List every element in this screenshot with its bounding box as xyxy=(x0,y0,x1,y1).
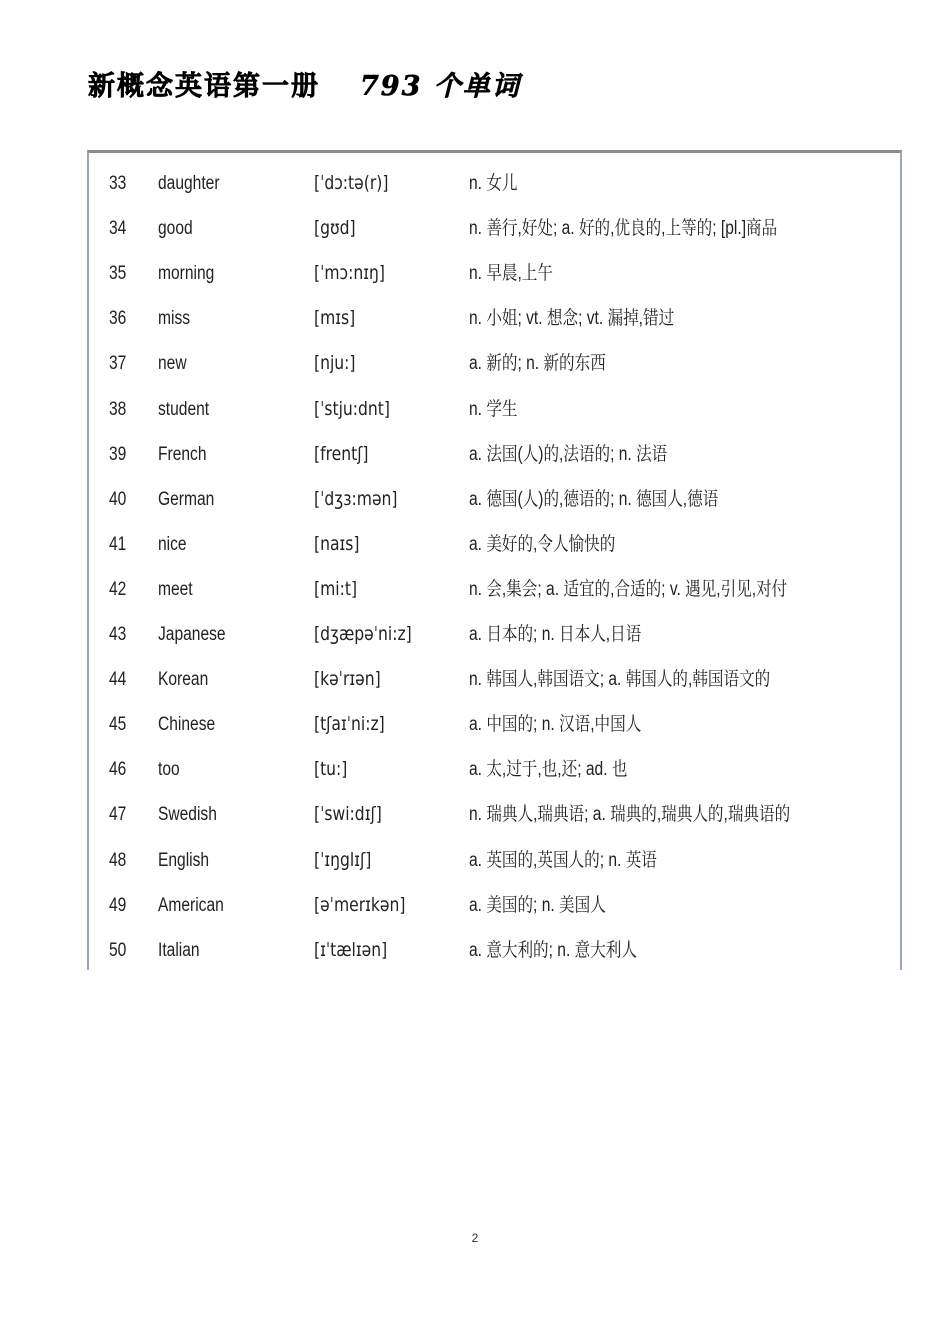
word-phonetic: [ˈswi:dɪʃ] xyxy=(314,803,382,826)
word-number: 34 xyxy=(109,218,127,240)
word-definition: a. 中国的; n. 汉语,中国人 xyxy=(469,714,642,736)
word-number: 46 xyxy=(109,759,127,781)
word-text: student xyxy=(158,398,210,420)
table-row xyxy=(89,928,900,973)
table-row xyxy=(89,432,900,477)
word-text: Korean xyxy=(158,669,209,691)
table-row xyxy=(89,883,900,928)
word-definition: a. 法国(人)的,法语的; n. 法语 xyxy=(469,443,668,465)
word-number: 49 xyxy=(109,894,127,916)
word-definition: a. 美好的,令人愉快的 xyxy=(469,533,616,555)
word-count: 793 个单词 xyxy=(360,71,521,102)
page-title xyxy=(88,64,521,103)
word-definition: a. 新的; n. 新的东西 xyxy=(469,353,606,375)
word-text: English xyxy=(158,849,210,871)
word-definition: n. 善行,好处; a. 好的,优良的,上等的; [pl.]商品 xyxy=(469,218,778,240)
word-number: 40 xyxy=(109,488,127,510)
word-definition: n. 早晨,上午 xyxy=(469,263,553,285)
word-phonetic: [ˈstju:dnt] xyxy=(314,397,390,420)
table-row xyxy=(89,161,900,206)
word-phonetic: [mi:t] xyxy=(314,577,358,600)
word-phonetic: [mɪs] xyxy=(314,307,356,330)
table-row xyxy=(89,251,900,296)
word-phonetic: [əˈmerɪkən] xyxy=(314,893,406,916)
table-row xyxy=(89,838,900,883)
table-row xyxy=(89,341,900,386)
word-phonetic: [tu:] xyxy=(314,758,348,781)
word-number: 39 xyxy=(109,443,127,465)
table-row xyxy=(89,792,900,837)
word-definition: n. 韩国人,韩国语文; a. 韩国人的,韩国语文的 xyxy=(469,669,771,691)
word-definition: a. 太,过于,也,还; ad. 也 xyxy=(469,759,628,781)
word-number: 43 xyxy=(109,624,127,645)
word-number: 47 xyxy=(109,804,127,826)
table-row xyxy=(89,747,900,792)
word-text: nice xyxy=(158,533,187,555)
word-phonetic: [frentʃ] xyxy=(314,442,369,465)
word-text: Chinese xyxy=(158,714,216,736)
word-number: 37 xyxy=(109,353,127,375)
word-text: German xyxy=(158,488,215,510)
word-phonetic: [naɪs] xyxy=(314,532,360,555)
word-text: new xyxy=(158,353,187,375)
vocabulary-table xyxy=(87,150,902,970)
word-text: Italian xyxy=(158,939,200,961)
word-text: too xyxy=(158,759,180,781)
word-definition: a. 德国(人)的,德语的; n. 德国人,德语 xyxy=(469,488,719,510)
word-definition: a. 意大利的; n. 意大利人 xyxy=(469,939,637,961)
table-row xyxy=(89,477,900,522)
word-definition: n. 小姐; vt. 想念; vt. 漏掉,错过 xyxy=(469,308,675,330)
word-text: daughter xyxy=(158,173,220,194)
word-number: 45 xyxy=(109,714,127,736)
table-row xyxy=(89,612,900,657)
word-phonetic: [dʒæpəˈni:z] xyxy=(314,623,412,645)
word-definition: n. 会,集会; a. 适宜的,合适的; v. 遇见,引见,对付 xyxy=(469,578,788,600)
word-phonetic: [ˈmɔ:nɪŋ] xyxy=(314,262,385,285)
word-definition: a. 美国的; n. 美国人 xyxy=(469,894,606,916)
word-phonetic: [ˈdɔ:tə(r)] xyxy=(314,172,389,194)
word-definition: a. 英国的,英国人的; n. 英语 xyxy=(469,849,657,871)
word-number: 50 xyxy=(109,939,127,961)
table-row xyxy=(89,387,900,432)
word-text: morning xyxy=(158,263,215,285)
word-number: 35 xyxy=(109,263,127,285)
word-number: 36 xyxy=(109,308,127,330)
word-text: miss xyxy=(158,308,191,330)
page-number: 2 xyxy=(471,1231,479,1245)
word-phonetic: [ˈɪŋglɪʃ] xyxy=(314,848,372,871)
word-number: 42 xyxy=(109,578,127,600)
page-title-text: 新概念英语第一册 xyxy=(88,71,320,102)
word-number: 33 xyxy=(109,173,127,194)
table-row xyxy=(89,206,900,251)
word-number: 48 xyxy=(109,849,127,871)
word-phonetic: [kəˈrɪən] xyxy=(314,668,381,691)
word-text: good xyxy=(158,218,193,240)
word-phonetic: [gʊd] xyxy=(314,217,356,240)
word-number: 44 xyxy=(109,669,127,691)
word-phonetic: [tʃaɪˈni:z] xyxy=(314,713,385,736)
word-text: Swedish xyxy=(158,804,217,826)
word-text: meet xyxy=(158,578,193,600)
word-text: Japanese xyxy=(158,624,226,645)
table-row xyxy=(89,567,900,612)
word-phonetic: [ɪˈtælɪən] xyxy=(314,938,388,961)
word-text: American xyxy=(158,894,224,916)
word-number: 41 xyxy=(109,533,127,555)
table-row xyxy=(89,522,900,567)
word-definition: n. 女儿 xyxy=(469,173,518,194)
word-definition: n. 瑞典人,瑞典语; a. 瑞典的,瑞典人的,瑞典语的 xyxy=(469,804,791,826)
table-row xyxy=(89,702,900,747)
table-row xyxy=(89,657,900,702)
word-definition: a. 日本的; n. 日本人,日语 xyxy=(469,624,642,645)
word-phonetic: [ˈdʒɜ:mən] xyxy=(314,487,398,510)
word-phonetic: [nju:] xyxy=(314,352,356,375)
word-definition: n. 学生 xyxy=(469,398,518,420)
word-number: 38 xyxy=(109,398,127,420)
word-text: French xyxy=(158,443,207,465)
table-row xyxy=(89,296,900,341)
